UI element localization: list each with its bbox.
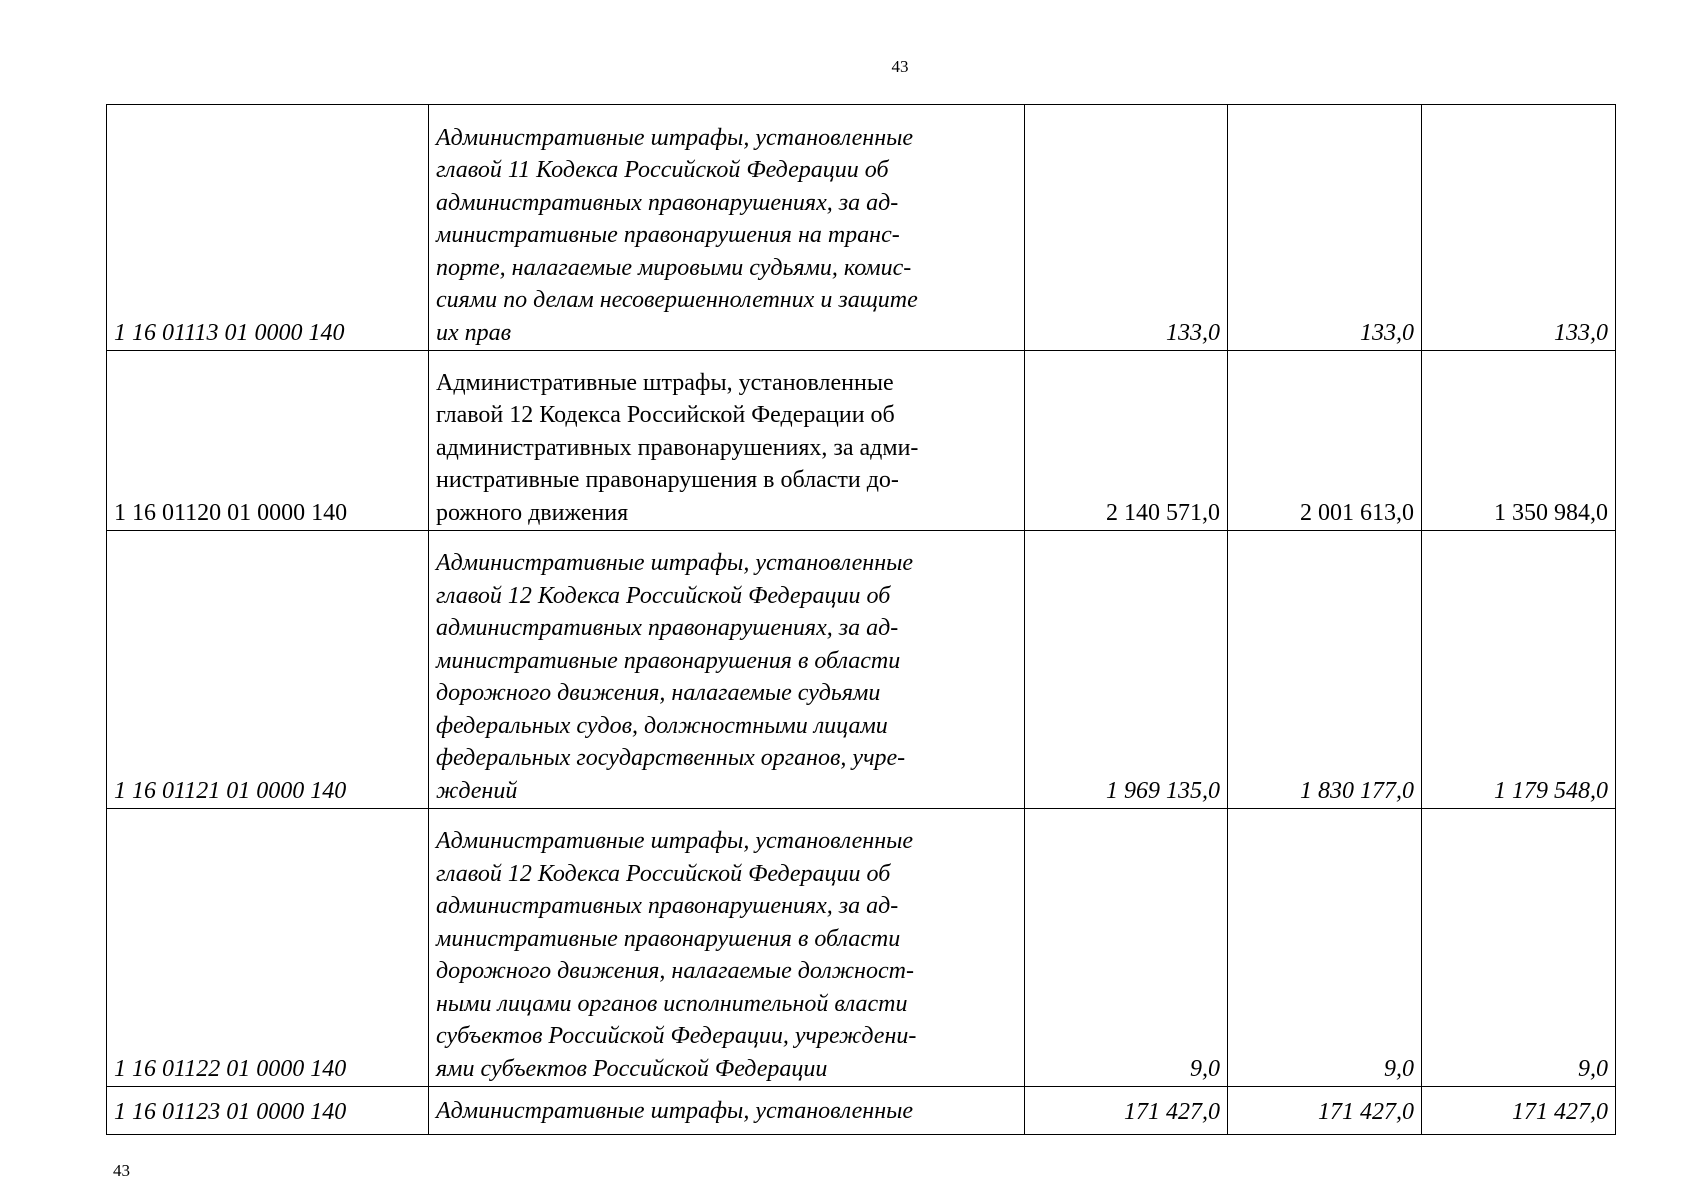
value-cell: 171 427,0 [1228, 1087, 1422, 1135]
page-number-top: 43 [891, 57, 909, 76]
name-line: министративные правонарушения в области [436, 925, 901, 952]
name-line: Административные штрафы, установленные [436, 1097, 913, 1124]
table-row [107, 105, 1616, 351]
name-line: Административные штрафы, установленные [436, 828, 913, 854]
name-line: субъектов Российской Федерации, учреждени- [436, 1023, 917, 1049]
value-cell: 2 140 571,0 [1025, 351, 1228, 531]
revenue-name [429, 531, 1025, 809]
budget-code: 1 16 01120 01 0000 140 [107, 351, 429, 531]
value-cell: 1 830 177,0 [1228, 531, 1422, 809]
value-cell: 1 969 135,0 [1025, 531, 1228, 809]
name-line: рожного движения [436, 499, 629, 526]
name-line: административных правонарушениях, за ад- [436, 615, 899, 641]
name-line: Административные штрафы, установленные [436, 369, 894, 396]
table-row [107, 809, 1616, 1087]
value-cell: 133,0 [1025, 105, 1228, 351]
name-line: сиями по делам несовершеннолетних и защите [436, 287, 918, 313]
value-cell: 171 427,0 [1025, 1087, 1228, 1135]
budget-table [106, 104, 1616, 1135]
name-line: федеральных государственных органов, учре- [436, 745, 906, 771]
revenue-name [429, 351, 1025, 531]
value-cell: 171 427,0 [1422, 1087, 1616, 1135]
value-cell: 133,0 [1228, 105, 1422, 351]
page-number-bottom: 43 [113, 1161, 130, 1180]
table-row [107, 531, 1616, 809]
value-cell: 1 350 984,0 [1422, 351, 1616, 531]
name-line: министративные правонарушения в области [436, 647, 901, 674]
budget-code: 1 16 01123 01 0000 140 [107, 1087, 429, 1135]
name-line: министративные правонарушения на транс- [436, 222, 900, 248]
name-line: Административные штрафы, установленные [436, 124, 913, 151]
name-line: Административные штрафы, установленные [436, 550, 913, 576]
name-line: федеральных судов, должностными лицами [436, 712, 888, 739]
name-line: их прав [436, 319, 512, 346]
name-line: главой 12 Кодекса Российской Федерации об [436, 402, 895, 428]
value-cell: 9,0 [1228, 809, 1422, 1087]
name-line: главой 12 Кодекса Российской Федерации об [436, 860, 891, 887]
name-line: ями субъектов Российской Федерации [436, 1055, 828, 1082]
name-line: главой 12 Кодекса Российской Федерации об [436, 582, 891, 609]
name-line: нистративные правонарушения в области до- [436, 467, 899, 493]
name-line: административных правонарушениях, за адми- [436, 434, 919, 461]
revenue-name [429, 1087, 1025, 1135]
name-line: ными лицами органов исполнительной власти [436, 990, 908, 1017]
budget-code: 1 16 01122 01 0000 140 [107, 809, 429, 1087]
revenue-name [429, 809, 1025, 1087]
name-line: административных правонарушениях, за ад- [436, 189, 899, 216]
table-row [107, 351, 1616, 531]
revenue-name [429, 105, 1025, 351]
budget-code: 1 16 01113 01 0000 140 [107, 105, 429, 351]
name-line: дорожного движения, налагаемые судьями [436, 680, 881, 706]
name-line: ждений [436, 777, 518, 804]
name-line: административных правонарушениях, за ад- [436, 893, 899, 919]
name-line: главой 11 Кодекса Российской Федерации об [436, 157, 889, 183]
value-cell: 2 001 613,0 [1228, 351, 1422, 531]
table-row [107, 1087, 1616, 1135]
budget-code: 1 16 01121 01 0000 140 [107, 531, 429, 809]
name-line: порте, налагаемые мировыми судьями, комис- [436, 254, 912, 281]
name-line: дорожного движения, налагаемые должност- [436, 958, 914, 984]
value-cell: 9,0 [1422, 809, 1616, 1087]
value-cell: 133,0 [1422, 105, 1616, 351]
value-cell: 9,0 [1025, 809, 1228, 1087]
value-cell: 1 179 548,0 [1422, 531, 1616, 809]
